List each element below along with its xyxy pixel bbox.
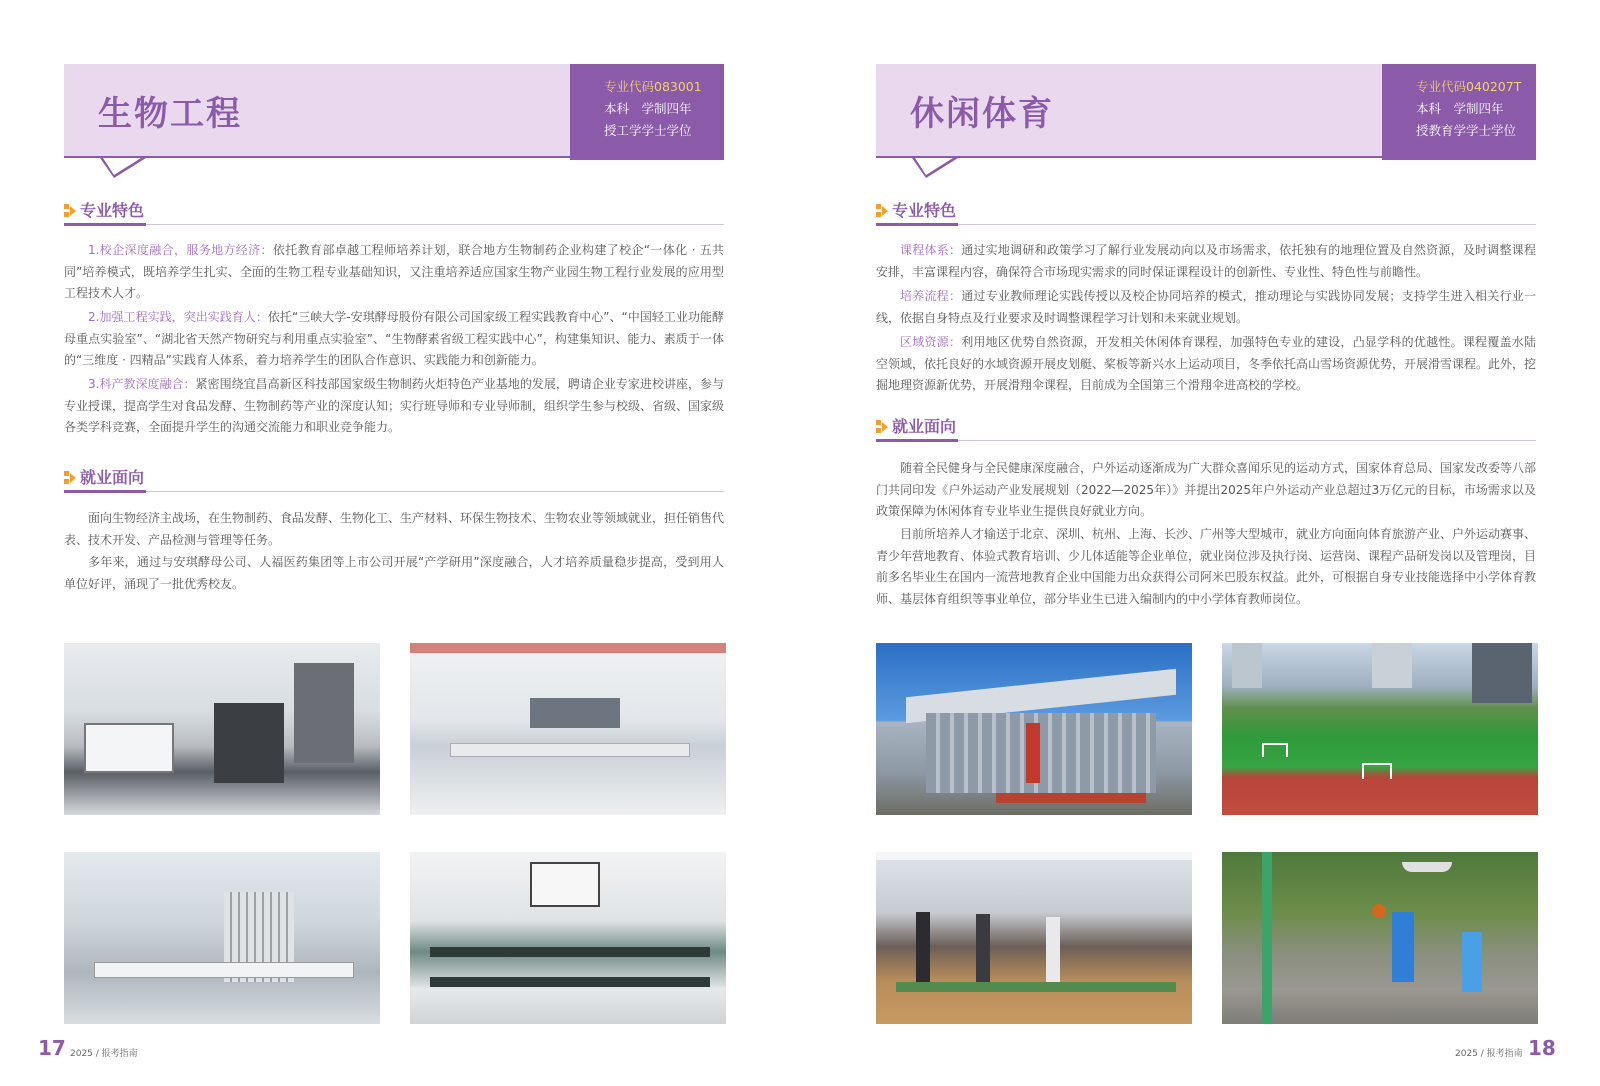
lab-photo-2 (410, 643, 726, 815)
major-code-box (570, 64, 724, 160)
footer-text: 2025 / 报考指南 (70, 1049, 138, 1059)
feature-paragraph-2: 培养流程：通过专业教师理论实践传授以及校企协同培养的模式，推动理论与实践协同发展；支持学生进入相关行业一线，依据自身特点及行业要求及时调整课程学习计划和未来就业规划。 (876, 289, 1536, 325)
feature-paragraph-2: 2.加强工程实践，突出实践育人：依托“三峡大学-安琪酵母股份有限公司国家级工程实践教育中心”、“中国轻工业功能酵母重点实验室”、“湖北省天然产物研究与利用重点实验室”、“生物酵素省级工程实践中心”，构建集知识、能力、素质于一体的“三维度 · 四精品”实践育人体系，着力培养学生的团队合作意识、实践能力和创新能力。 (64, 310, 725, 367)
page-number: 18 (1528, 1036, 1556, 1060)
fitness-class-photo (876, 852, 1192, 1024)
footer-text: 2025 / 报考指南 (1455, 1049, 1523, 1059)
major-degree: 授教育学学士学位 (1416, 123, 1517, 138)
major-level: 本科 学制四年 (1416, 101, 1504, 116)
major-header-banner (876, 64, 1536, 160)
employment-paragraph-2: 目前所培养人才输送于北京、深圳、杭州、上海、长沙、广州等大型城市，就业方向面向体育旅游产业、户外运动赛事、青少年营地教育、体验式教育培训、少儿体适能等企业单位，就业岗位涉及执行岗、运营岗、课程产品研发岗以及管理岗，目前多名毕业生在国内一流营地教育企业中国能力出众获得公司阿米巴股东权益。此外，可根据自身专业技能选择中小学体育教师、基层体育组织等事业单位，部分毕业生已进入编制内的中小学体育教师岗位。 (876, 527, 1537, 606)
lab-photo-4 (410, 852, 726, 1024)
feature-paragraph-3: 3.科产教深度融合：紧密围绕宜昌高新区科技部国家级生物制药火炬特色产业基地的发展，聘请企业专家进校讲座，参与专业授课，提高学生对食品发酵、生物制药等产业的深度认知；实行班导师和专业导师制，组织学生参与校级、省级、国家级各类学科竞赛，全面提升学生的沟通交流能力和职业竞争能力。 (64, 377, 725, 434)
gymnasium-photo (876, 643, 1192, 815)
feature-paragraph-1: 课程体系：通过实地调研和政策学习了解行业发展动向以及市场需求，依托独有的地理位置及自然资源，及时调整课程安排，丰富课程内容，确保符合市场现实需求的同时保证课程设计的创新性、专业性、特色性与前瞻性。 (876, 243, 1536, 279)
major-degree: 授工学学士学位 (604, 123, 692, 138)
major-title: 生物工程 (98, 94, 242, 134)
major-title: 休闲体育 (910, 94, 1054, 134)
basketball-court-photo (1222, 852, 1538, 1024)
bullet-arrow-icon (876, 420, 888, 434)
lab-photo-1 (64, 643, 380, 815)
sports-field-photo (1222, 643, 1538, 815)
right-page (800, 0, 1600, 1086)
bullet-arrow-icon (64, 204, 76, 218)
major-header-banner (64, 64, 724, 160)
major-code-box (1382, 64, 1536, 160)
section-header-features: 专业特色 (64, 198, 724, 224)
lab-photo-3 (64, 852, 380, 1024)
bullet-arrow-icon (64, 471, 76, 485)
major-code: 专业代码083001 (604, 79, 702, 94)
employment-paragraph-1: 面向生物经济主战场，在生物制药、食品发酵、生物化工、生产材料、环保生物技术、生物农业等领域就业，担任销售代表、技术开发、产品检测与管理等任务。 (64, 511, 725, 547)
page-number: 17 (38, 1036, 66, 1060)
section-header-features: 专业特色 (876, 198, 1536, 224)
employment-paragraph-1: 随着全民健身与全民健康深度融合，户外运动逐渐成为广大群众喜闻乐见的运动方式，国家体育总局、国家发改委等八部门共同印发《户外运动产业发展规划（2022—2025年）》并提出2025年户外运动产业总超过3万亿元的目标，市场需求以及政策保障为休闲体育专业毕业生提供良好就业方向。 (876, 461, 1537, 518)
employment-paragraph-2: 多年来，通过与安琪酵母公司、人福医药集团等上市公司开展“产学研用”深度融合，人才培养质量稳步提高，受到用人单位好评，涌现了一批优秀校友。 (64, 555, 724, 591)
section-header-employment: 就业面向 (64, 465, 724, 491)
section-header-employment: 就业面向 (876, 414, 1536, 440)
major-level: 本科 学制四年 (604, 101, 692, 116)
feature-paragraph-1: 1.校企深度融合，服务地方经济：依托教育部卓越工程师培养计划，联合地方生物制药企业构建了校企“一体化 · 五共同”培养模式，既培养学生扎实、全面的生物工程专业基础知识，又注重培养适应国家生物产业园生物工程行业发展的应用型工程技术人才。 (64, 243, 724, 300)
feature-paragraph-3: 区域资源：利用地区优势自然资源，开发相关休闲体育课程，加强特色专业的建设，凸显学科的优越性。课程覆盖水陆空领域，依托良好的水域资源开展皮划艇、桨板等新兴水上运动项目，冬季依托高山雪场资源优势，开展滑雪课程。此外，挖掘地理资源新优势，开展滑翔伞课程，目前成为全国第三个滑翔伞进高校的学校。 (876, 335, 1537, 392)
bullet-arrow-icon (876, 204, 888, 218)
major-code: 专业代码040207T (1416, 79, 1522, 94)
